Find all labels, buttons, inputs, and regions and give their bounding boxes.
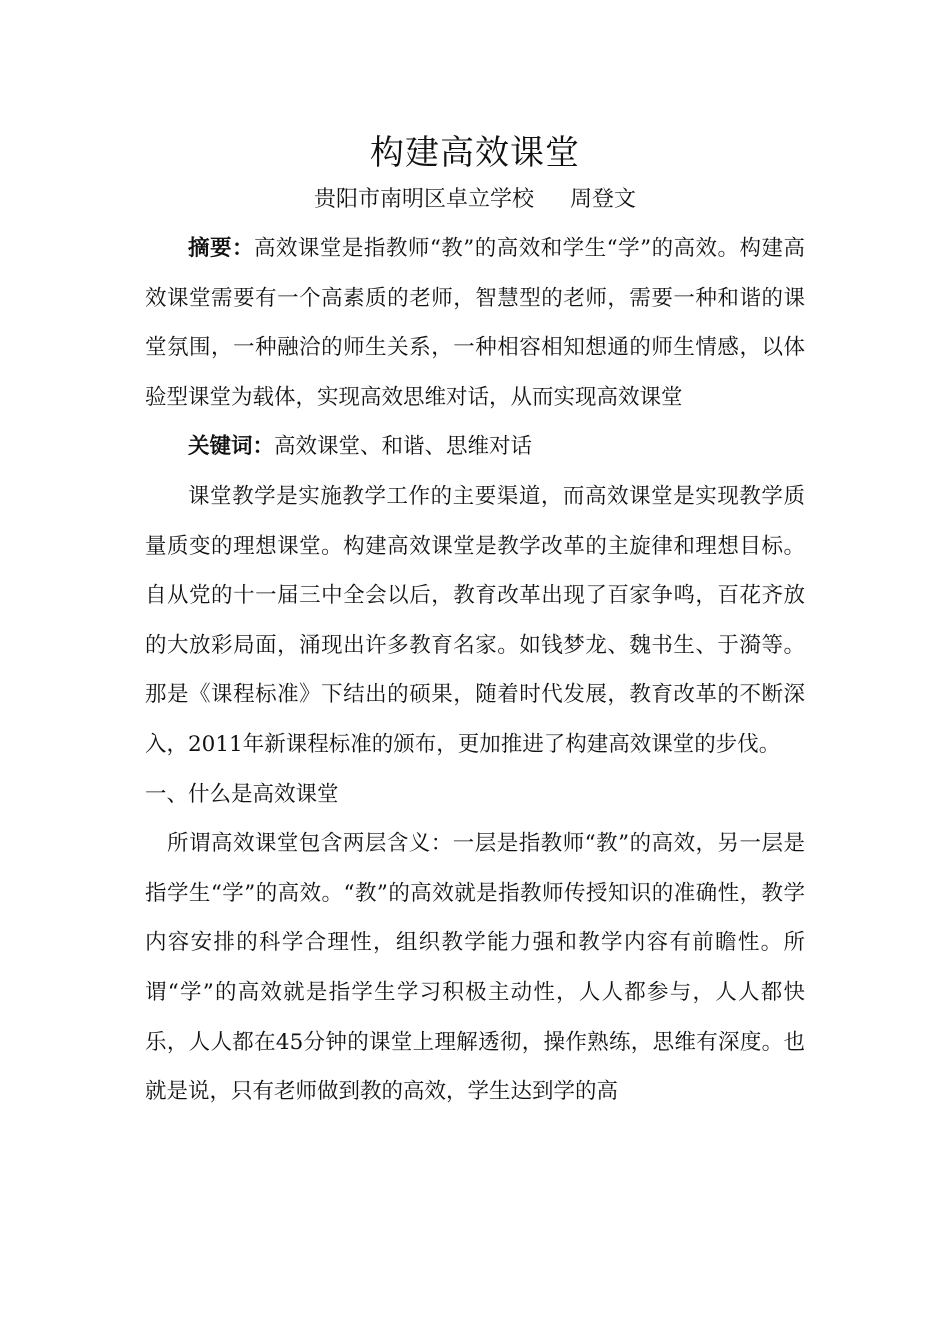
author-school: 贵阳市南明区卓立学校 — [313, 187, 534, 212]
abstract-paragraph — [145, 224, 805, 422]
document-page — [145, 126, 805, 1117]
section-paragraph: 所谓高效课堂包含两层含义：一层是指教师“教”的高效，另一层是指学生“学”的高效。“教”的高效就是指教师传授知识的准确性，教学内容安排的科学合理性，组织教学能力强和教学内容有前瞻性。所谓“学”的高效就是指学生学习积极主动性，人人都参与，人人都快乐，人人都在45分钟的课堂上理解透彻，操作熟练，思维有深度。也就是说，只有老师做到教的高效，学生达到学的高 — [145, 831, 805, 1105]
document-title: 构建高效课堂 — [370, 133, 580, 173]
keywords-label: 关键词： — [188, 434, 275, 460]
intro-paragraph: 课堂教学是实施教学工作的主要渠道，而高效课堂是实现教学质量质变的理想课堂。构建高效课堂是教学改革的主旋律和理想目标。自从党的十一届三中全会以后，教育改革出现了百家争鸣，百花齐放的大放彩局面，涌现出许多教育名家。如钱梦龙、魏书生、于漪等。那是《课程标准》下结出的硕果，随着时代发展，教育改革的不断深入，2011年新课程标准的颁布，更加推进了构建高效课堂的步伐。 — [145, 483, 805, 757]
keywords-paragraph — [145, 422, 805, 472]
keywords-text: 高效课堂、和谐、思维对话 — [274, 434, 533, 460]
author-name: 周登文 — [570, 187, 637, 212]
byline — [145, 180, 805, 220]
section-heading: 一、什么是高效课堂 — [145, 781, 339, 807]
abstract-text: 高效课堂是指教师“教”的高效和学生“学”的高效。构建高效课堂需要有一个高素质的老师，智慧型的老师，需要一种和谐的课堂氛围，一种融洽的师生关系，一种相容相知想通的师生情感，以体验型课堂为载体，实现高效思维对话，从而实现高效课堂 — [145, 236, 805, 410]
abstract-label: 摘要： — [188, 236, 254, 261]
